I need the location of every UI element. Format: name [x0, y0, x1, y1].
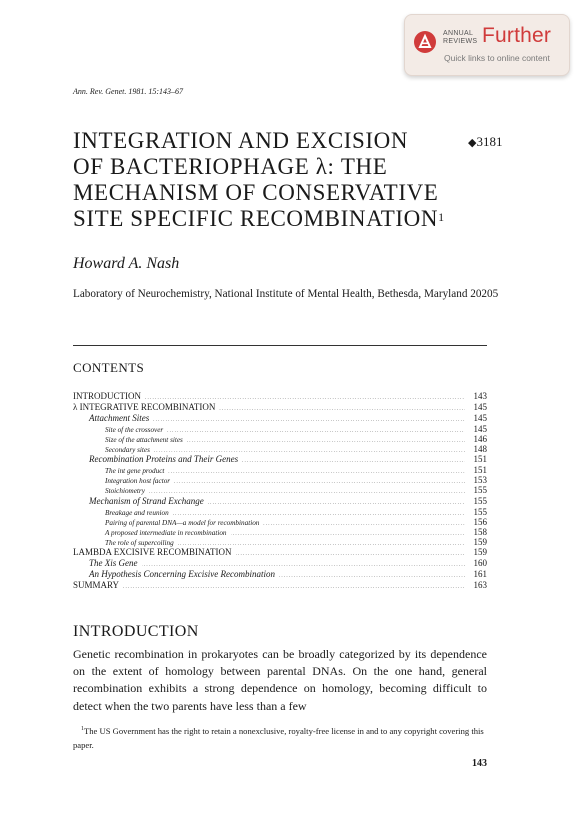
- toc-leader-dots: [174, 477, 465, 485]
- toc-leader-dots: [236, 547, 465, 557]
- toc-entry-page: 151: [473, 454, 487, 465]
- toc-entry[interactable]: [73, 434, 487, 444]
- toc-leader-dots: [242, 454, 465, 464]
- toc-leader-dots: [153, 413, 465, 423]
- annual-reviews-further-badge[interactable]: [404, 14, 570, 76]
- footnote-text: The US Government has the right to retain a nonexclusive, royalty-free license in and to any copyright covering this paper.: [73, 725, 484, 750]
- toc-leader-dots: [142, 558, 466, 568]
- wordmark-line-annual: ANNUAL: [443, 30, 474, 37]
- further-label[interactable]: Further: [482, 24, 552, 47]
- author-name: Howard A. Nash: [73, 255, 180, 272]
- title-line: [73, 180, 473, 206]
- diamond-icon: ◆: [468, 137, 477, 149]
- toc-entry-page: 156: [473, 516, 487, 527]
- toc-entry-label: Secondary sites: [105, 446, 150, 455]
- title-line: [73, 206, 473, 232]
- toc-leader-dots: [187, 436, 465, 444]
- toc-leader-dots: [123, 580, 465, 590]
- introduction-paragraph: Genetic recombination in prokaryotes can be broadly categorized by its dependence on the extent of homology between parental DNAs. On the one hand, general recombination exhibits a strong dependence on homology, becoming difficult to detect when the two parents have less than a few: [73, 647, 487, 713]
- author-affiliation: Laboratory of Neurochemistry, National Institute of Mental Health, Bethesda, Maryland 20205: [73, 288, 499, 300]
- toc-leader-dots: [231, 529, 465, 537]
- toc-leader-dots: [178, 539, 465, 547]
- article-code-number: 3181: [476, 134, 503, 149]
- toc-entry[interactable]: [73, 391, 487, 402]
- introduction-heading: INTRODUCTION: [73, 623, 199, 640]
- toc-entry-label: λ INTEGRATIVE RECOMBINATION: [73, 402, 216, 412]
- toc-leader-dots: [167, 426, 465, 434]
- toc-entry[interactable]: [73, 454, 487, 465]
- toc-entry-page: 155: [473, 506, 487, 517]
- toc-entry-page: 153: [473, 475, 487, 486]
- contents-heading: CONTENTS: [73, 360, 145, 375]
- toc-entry-page: 161: [473, 568, 487, 579]
- toc-entry-label: Attachment Sites: [89, 413, 150, 423]
- toc-entry-label: Mechanism of Strand Exchange: [89, 495, 204, 506]
- toc-leader-dots: [173, 509, 465, 517]
- toc-entry-page: 159: [473, 536, 487, 547]
- toc-entry-label: The role of supercoiling: [105, 538, 174, 547]
- toc-entry-page: 155: [473, 485, 487, 496]
- title-line-text: MECHANISM OF CONSERVATIVE: [73, 180, 439, 205]
- toc-leader-dots: [219, 402, 465, 412]
- further-subtitle[interactable]: Quick links to online content: [444, 53, 550, 63]
- article-title: [73, 128, 473, 232]
- article-code: [468, 134, 502, 150]
- toc-entry[interactable]: [73, 537, 487, 547]
- toc-entry-label: LAMBDA EXCISIVE RECOMBINATION: [73, 546, 232, 557]
- toc-entry[interactable]: [73, 527, 487, 537]
- toc-entry[interactable]: [73, 558, 487, 569]
- toc-entry[interactable]: [73, 580, 487, 591]
- toc-entry[interactable]: [73, 475, 487, 485]
- section-divider: [73, 345, 487, 346]
- toc-entry[interactable]: [73, 547, 487, 558]
- annual-reviews-logo-icon: [413, 30, 437, 54]
- wordmark-line-reviews: REVIEWS: [443, 38, 478, 45]
- toc-entry-label: SUMMARY: [73, 579, 120, 590]
- footnote-mark: 1: [81, 726, 84, 732]
- toc-entry-page: 146: [473, 434, 487, 445]
- toc-entry-label: The Xis Gene: [89, 557, 138, 568]
- toc-entry-label: Pairing of parental DNA—a model for recombination: [105, 518, 260, 527]
- title-line: INTEGRATION AND EXCISION: [73, 128, 409, 153]
- toc-entry-label: Stoichiometry: [105, 487, 145, 496]
- toc-entry[interactable]: [73, 402, 487, 413]
- toc-entry-label: Breakage and reunion: [105, 508, 169, 517]
- toc-entry-page: 155: [473, 495, 487, 506]
- journal-citation: Ann. Rev. Genet. 1981. 15:143–67: [73, 87, 184, 96]
- table-of-contents: [73, 391, 487, 591]
- toc-entry-page: 145: [473, 413, 487, 423]
- toc-entry-page: 145: [473, 402, 487, 412]
- toc-entry-label: The int gene product: [105, 467, 165, 476]
- toc-leader-dots: [263, 519, 465, 527]
- footnote: [73, 722, 487, 752]
- toc-entry-label: Recombination Proteins and Their Genes: [89, 454, 239, 465]
- toc-entry[interactable]: [73, 485, 487, 495]
- toc-entry[interactable]: [73, 507, 487, 517]
- toc-leader-dots: [208, 496, 465, 506]
- toc-entry[interactable]: [73, 496, 487, 507]
- toc-leader-dots: [149, 487, 465, 495]
- toc-entry-label: A proposed intermediate in recombination: [105, 528, 227, 537]
- toc-entry-label: An Hypothesis Concerning Excisive Recombination: [89, 568, 275, 579]
- title-line-text: SITE SPECIFIC RECOMBINATION: [73, 206, 439, 231]
- toc-entry[interactable]: [73, 424, 487, 434]
- toc-entry[interactable]: [73, 517, 487, 527]
- toc-entry-page: 163: [473, 579, 487, 590]
- toc-entry[interactable]: [73, 569, 487, 580]
- toc-entry-page: 145: [473, 424, 487, 434]
- toc-entry-page: 159: [473, 546, 487, 557]
- toc-entry[interactable]: [73, 413, 487, 424]
- toc-leader-dots: [168, 467, 465, 475]
- toc-entry-label: INTRODUCTION: [73, 391, 141, 401]
- title-footnote-mark[interactable]: 1: [438, 210, 445, 224]
- page-number: 143: [472, 758, 487, 769]
- toc-leader-dots: [279, 569, 465, 579]
- toc-entry-page: 158: [473, 526, 487, 537]
- toc-leader-dots: [145, 391, 465, 401]
- toc-entry-label: Integration host factor: [105, 477, 171, 486]
- toc-entry-page: 143: [473, 391, 487, 401]
- toc-entry[interactable]: [73, 444, 487, 454]
- toc-entry[interactable]: [73, 465, 487, 475]
- toc-entry-page: 151: [473, 465, 487, 476]
- title-line: OF BACTERIOPHAGE λ: THE: [73, 154, 388, 179]
- toc-entry-page: 148: [473, 444, 487, 455]
- toc-entry-page: 160: [473, 557, 487, 568]
- annual-reviews-wordmark: [443, 30, 477, 46]
- toc-entry-label: Site of the crossover: [105, 426, 164, 434]
- toc-entry-label: Size of the attachment sites: [105, 436, 183, 445]
- toc-leader-dots: [154, 446, 465, 454]
